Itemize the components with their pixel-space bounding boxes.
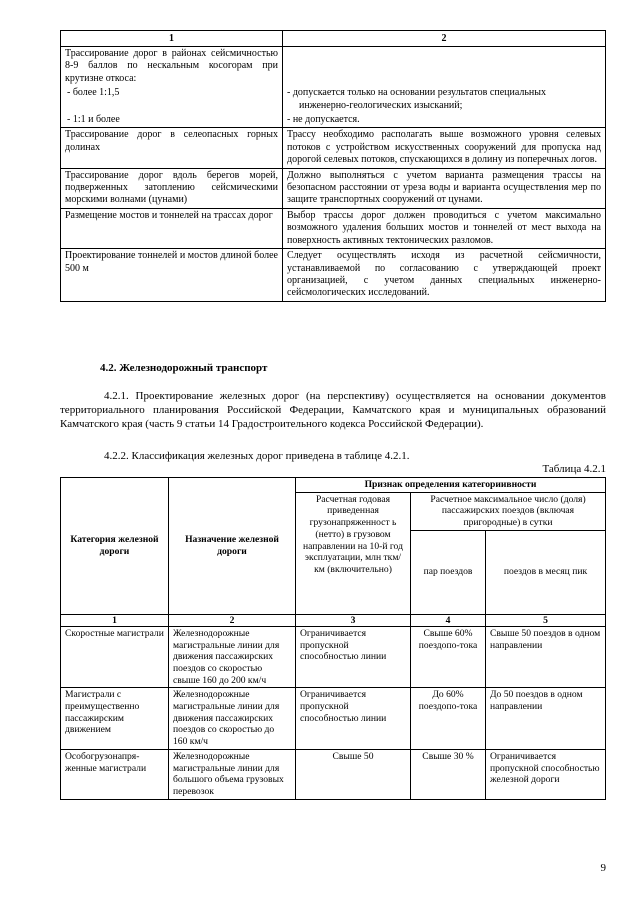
table-cell: Проектирование тоннелей и мостов длиной более 500 м	[61, 249, 283, 302]
page-number: 9	[600, 862, 606, 874]
table-cell: Ограничивается пропускной способностью железной дороги	[486, 749, 606, 799]
table2-col-number: 3	[296, 614, 411, 626]
table1-col-header: 2	[283, 31, 606, 47]
table-cell: До 60% поездопо-тока	[411, 688, 486, 750]
table-cell: Свыше 30 %	[411, 749, 486, 799]
table2-header-row	[61, 478, 606, 493]
table-row	[61, 86, 606, 113]
paragraph: 4.2.2. Классификация железных дорог приведена в таблице 4.2.1.	[104, 450, 410, 462]
table-cell	[283, 86, 606, 113]
table2-header-freight: Расчетная годовая приведенная грузонапряженност ь (нетто) в грузовом направлении на 10-й год эксплуатации, млн ткм/км (включительно)	[296, 492, 411, 614]
table-row	[61, 47, 606, 87]
table2-header-category: Категория железной дороги	[61, 478, 169, 615]
table-cell: Скоростные магистрали	[61, 626, 169, 688]
table2-header-monthly: поездов в месяц пик	[486, 530, 606, 614]
table1-col-header: 1	[61, 31, 283, 47]
table2-col-number: 2	[169, 614, 296, 626]
table-row	[61, 249, 606, 302]
table-row	[61, 626, 606, 688]
table-cell: Ограничивается пропускной способностью линии	[296, 688, 411, 750]
table-cell: Следует осуществлять исходя из расчетной сейсмичности, устанавливаемой по согласованию с утверждающей проект организацией, с учетом данных специальных инженерно-сейсмологических исследований.	[283, 249, 606, 302]
table-cell: Должно выполняться с учетом варианта размещения трассы на безопасном расстоянии от уреза воды и варианта осуществления мер по защите транспортных сооружений от цунами.	[283, 168, 606, 208]
table-row	[61, 749, 606, 799]
table-row	[61, 208, 606, 248]
table-cell: Магистрали с преимущественно пассажирским движением	[61, 688, 169, 750]
table2-col-number: 4	[411, 614, 486, 626]
table-cell: До 50 поездов в одном направлении	[486, 688, 606, 750]
table-cell: Выбор трассы дорог должен проводиться с учетом максимально возможного удаления больших мостов и тоннелей от мест выхода на поверхность активных тектонических разломов.	[283, 208, 606, 248]
table2-number-row	[61, 614, 606, 626]
requirements-table	[60, 30, 606, 302]
table-cell	[283, 47, 606, 87]
section-heading: 4.2. Железнодорожный транспорт	[100, 362, 268, 374]
table2-col-number: 1	[61, 614, 169, 626]
table-cell: Свыше 50 поездов в одном направлении	[486, 626, 606, 688]
table-cell: Свыше 60% поездопо-тока	[411, 626, 486, 688]
table-cell: Трассирование дорог в районах сейсмичностью 8-9 баллов по нескальным косогорам при крутизне откоса:	[61, 47, 283, 87]
table-cell: Трассирование дорог вдоль берегов морей, подверженных затоплению сейсмическими морскими волнами (цунами)	[61, 168, 283, 208]
table-cell: Железнодорожные магистральные линии для движения пассажирских поездов со скоростью свыше 160 до 200 км/ч	[169, 626, 296, 688]
table-cell: Ограничивается пропускной способностью линии	[296, 626, 411, 688]
table2-header-passenger: Расчетное максимальное число (доля) пассажирских поездов (включая пригородные) в сутки	[411, 492, 606, 530]
table-cell: Свыше 50	[296, 749, 411, 799]
table-row	[61, 688, 606, 750]
table-row	[61, 168, 606, 208]
railway-classification-table	[60, 477, 606, 800]
table-cell: Особогрузонапря-женные магистрали	[61, 749, 169, 799]
table-cell: - не допускается.	[283, 113, 606, 128]
paragraph: 4.2.1. Проектирование железных дорог (на перспективу) осуществляется на основании документов территориального планирования Российской Федерации, Камчатского края и муниципальных образований Камчатского края (часть 9 статьи 14 Градостроительного кодекса Российской Федерации).	[60, 390, 606, 430]
table-cell: Железнодорожные магистральные линии для большого объема грузовых перевозок	[169, 749, 296, 799]
table-cell: Трассу необходимо располагать выше возможного уровня селевых потоков с устройством искусственных сооружений для пропуска над дорогой селевых потоков, спускающихся в долину из поперечных логов.	[283, 128, 606, 168]
table-cell: Размещение мостов и тоннелей на трассах дорог	[61, 208, 283, 248]
table-cell-line: инженерно-геологических изысканий;	[299, 99, 463, 111]
table-caption: Таблица 4.2.1	[542, 463, 606, 475]
table-row	[61, 113, 606, 128]
table-cell: - более 1:1,5	[61, 86, 283, 113]
table-cell: Трассирование дорог в селеопасных горных долинах	[61, 128, 283, 168]
table2-header-criteria: Признак определения категориивности	[296, 478, 606, 493]
table-row	[61, 128, 606, 168]
table-cell-line: - допускается только на основании результатов специальных	[287, 87, 546, 99]
table2-header-purpose: Назначение железной дороги	[169, 478, 296, 615]
table-cell: - 1:1 и более	[61, 113, 283, 128]
table2-header-pairs: пар поездов	[411, 530, 486, 614]
table-cell: Железнодорожные магистральные линии для движения пассажирских поездов со скоростью до 160 км/ч	[169, 688, 296, 750]
table1-header-row	[61, 31, 606, 47]
table2-col-number: 5	[486, 614, 606, 626]
